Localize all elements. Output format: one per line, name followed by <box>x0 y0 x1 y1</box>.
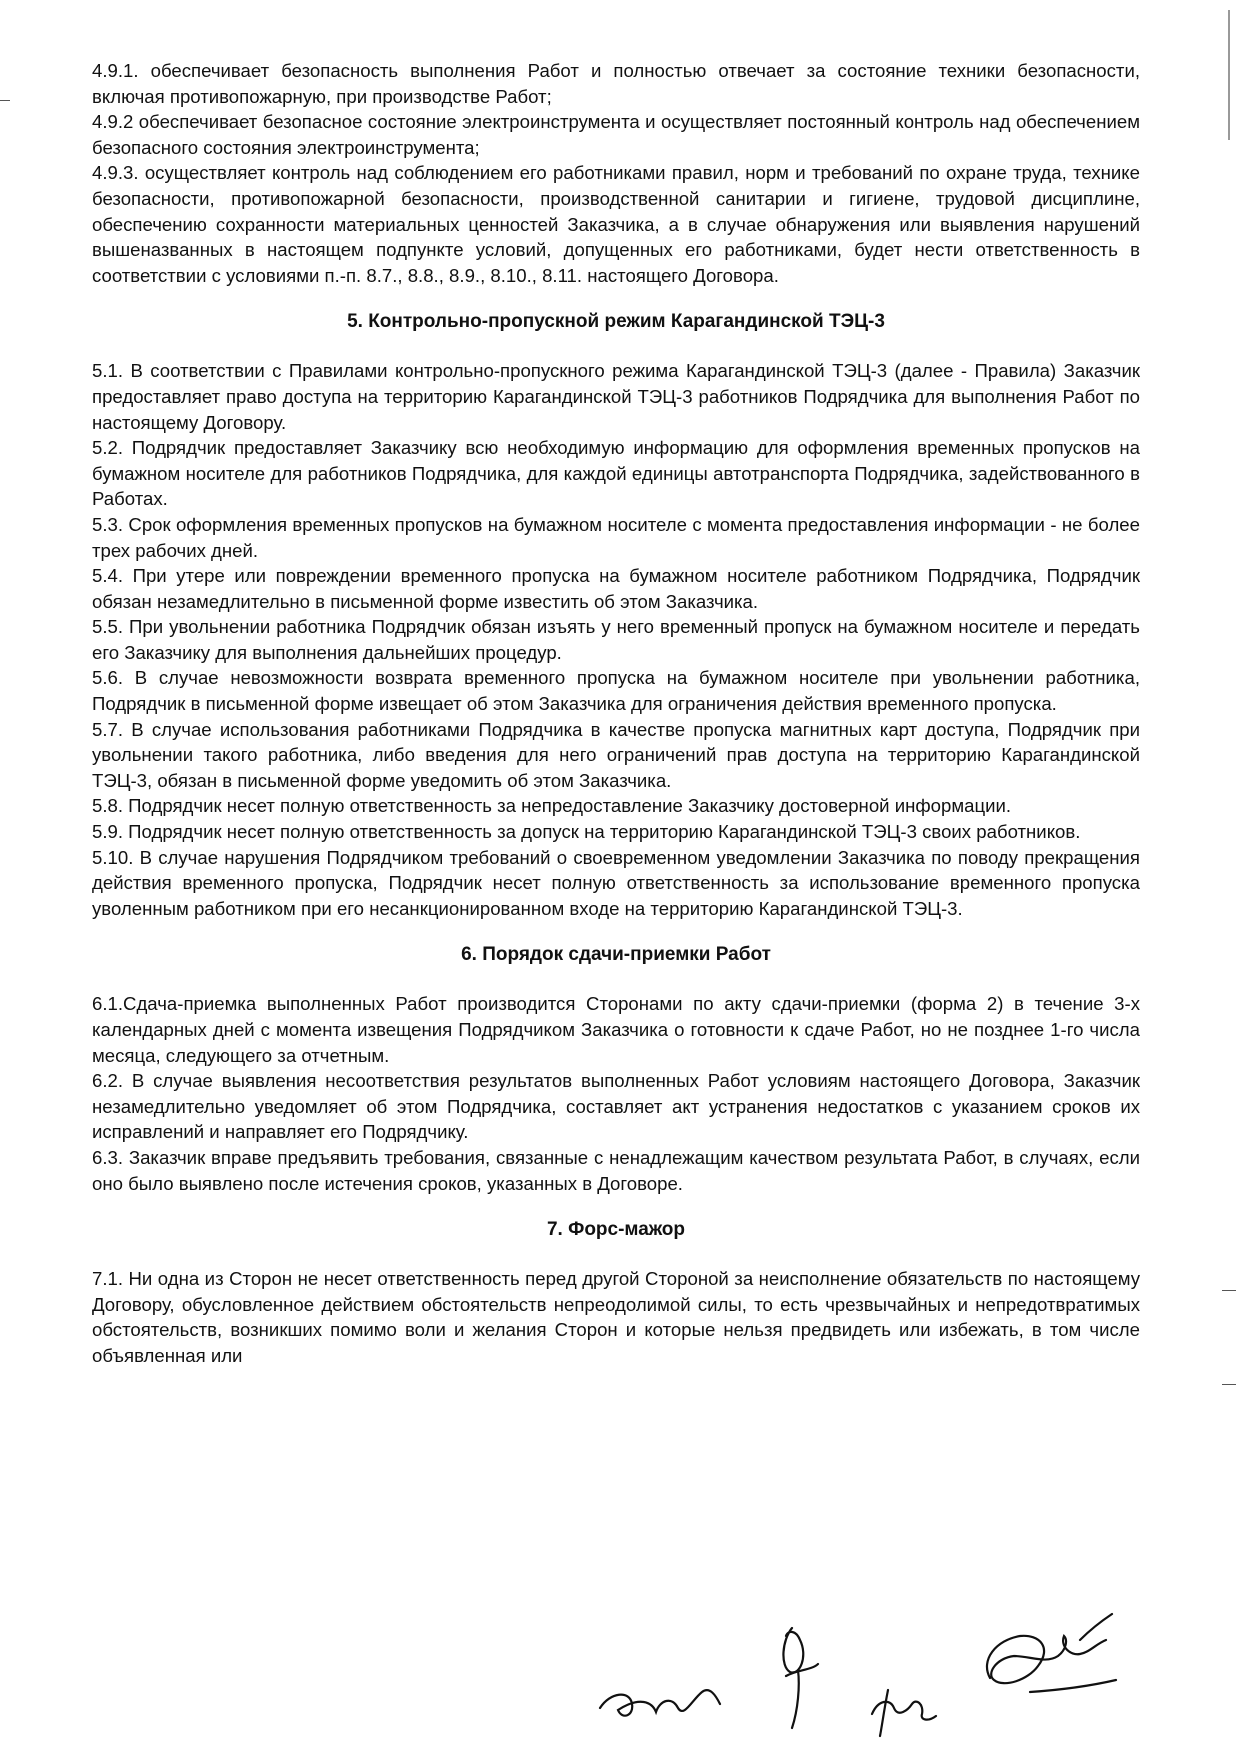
clause-5-9: 5.9. Подрядчик несет полную ответственность за допуск на территорию Карагандинской ТЭЦ-3 своих работников. <box>92 821 1081 843</box>
section-5-body <box>92 358 1140 921</box>
clause-5-4: 5.4. При утере или повреждении временного пропуска на бумажном носителе работником Подрядчика, Подрядчик обязан незамедлительно в письменной форме известить об этом Заказчика. <box>92 565 1140 612</box>
clause-5-8: 5.8. Подрядчик несет полную ответственность за непредоставление Заказчику достоверной информации. <box>92 795 1012 817</box>
clause-4-9-3: 4.9.3. осуществляет контроль над соблюдением его работниками правил, норм и требований по охране труда, технике безопасности, противопожарной безопасности, производственной санитарии и гигиене, трудовой дисциплине, обеспечению сохранности материальных ценностей Заказчика, а в случае обнаружения или выявления нарушений вышеназванных в настоящем подпункте условий, допущенных его работниками, будет нести ответственность в соответствии с условиями п.-п. 8.7., 8.8., 8.9., 8.10., 8.11. настоящего Договора. <box>92 162 1140 286</box>
document-page <box>92 58 1140 1369</box>
clause-5-10: 5.10. В случае нарушения Подрядчиком требований о своевременном уведомлении Заказчика по поводу прекращения действия временного пропуска, Подрядчик несет полную ответственность за использование временного пропуска уволенным работником при его несанкционированном входе на территорию Карагандинской ТЭЦ-3. <box>92 846 1140 919</box>
signature-2 <box>783 1628 818 1728</box>
clause-4-9-block <box>92 58 1140 288</box>
signature-1 <box>600 1690 720 1715</box>
clause-5-2: 5.2. Подрядчик предоставляет Заказчику всю необходимую информацию для оформления временных пропусков на бумажном носителе для работников Подрядчика, для каждой единицы автотранспорта Подрядчика, задействованного в Работах. <box>92 437 1140 510</box>
signatures-area <box>560 1600 1180 1740</box>
clause-5-7: 5.7. В случае использования работниками Подрядчика в качестве пропуска магнитных карт доступа, Подрядчик при увольнении такого работника, либо введения для него ограничений прав доступа на территорию Карагандинской ТЭЦ-3, обязан в письменной форме уведомить об этом Заказчика. <box>92 718 1140 791</box>
clause-5-1: 5.1. В соответствии с Правилами контрольно-пропускного режима Карагандинской ТЭЦ-3 (далее - Правила) Заказчик предоставляет право доступа на территорию Карагандинской ТЭЦ-3 работников Подрядчика для выполнения Работ по настоящему Договору. <box>92 360 1140 433</box>
clause-4-9-2: 4.9.2 обеспечивает безопасное состояние электроинструмента и осуществляет постоянный контроль над обеспечением безопасного состояния электроинструмента; <box>92 111 1140 158</box>
clause-6-2: 6.2. В случае выявления несоответствия результатов выполненных Работ условиям настоящего Договора, Заказчик незамедлительно уведомляет об этом Подрядчика, составляет акт устранения недостатков с указанием сроков их исправлений и направляет его Подрядчику. <box>92 1070 1140 1143</box>
clause-6-3: 6.3. Заказчик вправе предъявить требования, связанные с ненадлежащим качеством результата Работ, в случаях, если оно было выявлено после истечения сроков, указанных в Договоре. <box>92 1146 1140 1194</box>
section-7-body <box>92 1266 1140 1368</box>
clause-5-6: 5.6. В случае невозможности возврата временного пропуска на бумажном носителе при увольнении работника, Подрядчик в письменной форме извещает об этом Заказчика для ограничения действия временного пропуска. <box>92 667 1140 715</box>
clause-5-3: 5.3. Срок оформления временных пропусков на бумажном носителе с момента предоставления информации - не более трех рабочих дней. <box>92 513 1140 561</box>
signature-3 <box>872 1690 936 1736</box>
clause-4-9-1: 4.9.1. обеспечивает безопасность выполнения Работ и полностью отвечает за состояние техники безопасности, включая противопожарную, при производстве Работ; <box>92 60 1140 107</box>
scan-edge-mark-left <box>0 100 10 101</box>
signature-4 <box>987 1614 1116 1692</box>
scan-edge-marks <box>1228 10 1230 140</box>
clause-5-5: 5.5. При увольнении работника Подрядчик обязан изъять у него временный пропуск на бумажном носителе и передать его Заказчику для выполнения дальнейших процедур. <box>92 616 1140 663</box>
section-5-title: 5. Контрольно-пропускной режим Карагандинской ТЭЦ-3 <box>347 311 885 333</box>
section-7-title: 7. Форс-мажор <box>546 1219 686 1241</box>
scan-edge-mark-right-1 <box>1222 1290 1236 1291</box>
scan-edge-mark-right-2 <box>1222 1384 1236 1385</box>
clause-6-1: 6.1.Сдача-приемка выполненных Работ производится Сторонами по акту сдачи-приемки (форма 2) в течение 3-х календарных дней с момента извещения Подрядчиком Заказчика о готовности к сдаче Работ, но не позднее 1-го числа месяца, следующего за отчетным. <box>92 993 1140 1066</box>
section-6-body <box>92 991 1140 1196</box>
clause-7-1: 7.1. Ни одна из Сторон не несет ответственность перед другой Стороной за неисполнение обязательств по настоящему Договору, обусловленное действием обстоятельств непреодолимой силы, то есть чрезвычайных и непредотвратимых обстоятельств, возникших помимо воли и желания Сторон и которые нельзя предвидеть или избежать, в том числе объявленная или <box>92 1268 1140 1366</box>
section-6-title: 6. Порядок сдачи-приемки Работ <box>461 944 771 966</box>
signatures-svg <box>560 1600 1180 1740</box>
